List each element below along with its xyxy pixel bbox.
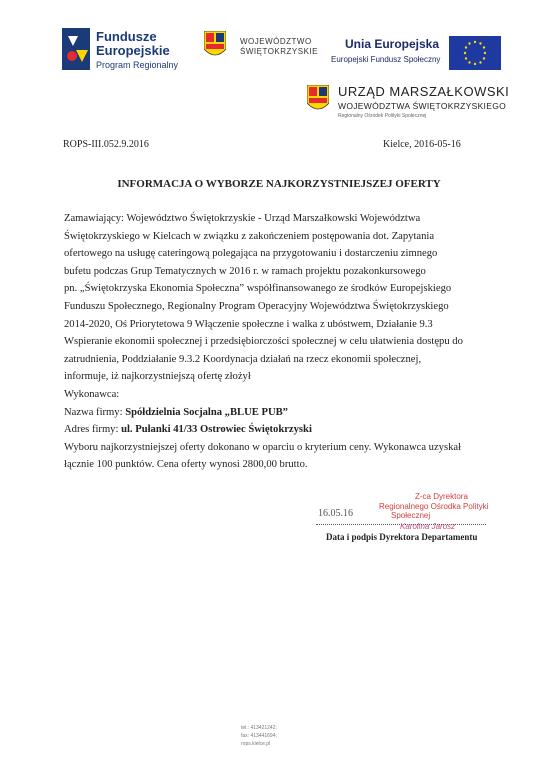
- handwritten-date: 16.05.16: [318, 508, 353, 519]
- document-body: [64, 210, 482, 474]
- body-line: Wspieranie ekonomii społecznej i przedsiębiorczości społecznej w celu ułatwienia dostępu do: [64, 336, 463, 348]
- ue-title: Unia Europejska: [345, 37, 440, 51]
- footer-tel: tel.: 413421242;: [241, 725, 277, 731]
- ue-sub: Europejski Fundusz Społeczny: [331, 55, 441, 64]
- selection-line: Wyboru najkorzystniejszej oferty dokonano w oparciu o kryterium ceny. Wykonawca uzyskał: [64, 441, 462, 453]
- firm-name-row: [64, 404, 482, 422]
- signer-name: Karolina Jarosz: [400, 522, 456, 531]
- body-line: bufetu podczas Grup Tematycznych w 2016 r. w ramach projektu pozakonkursowego: [64, 265, 426, 277]
- selection-line: łącznie 100 punktów. Cena oferty wynosi 2800,00 brutto.: [64, 459, 308, 471]
- fe-line2: Europejskie: [96, 43, 170, 58]
- signature-label: Data i podpis Dyrektora Departamentu: [326, 532, 478, 542]
- urzad-sub2: Regionalny Ośrodek Polityki Społecznej: [338, 113, 427, 119]
- urzad-title: URZĄD MARSZAŁKOWSKI: [338, 84, 510, 99]
- firm-address-row: [64, 421, 482, 439]
- footer-contact: [241, 724, 277, 748]
- footer-web: rops.kielce.pl: [241, 741, 271, 747]
- firm-address: ul. Pułanki 41/33 Ostrowiec Świętokrzyski: [121, 424, 312, 436]
- fe-sub: Program Regionalny: [96, 60, 179, 70]
- body-line: 2014-2020, Oś Priorytetowa 9 Włączenie społeczne i walka z ubóstwem, Działanie 9.3: [64, 318, 433, 330]
- body-line: ofertowego na usługę cateringową polegająca na przygotowaniu i dostarczeniu zimnego: [64, 248, 438, 260]
- woj-line2: ŚWIĘTOKRZYSKIE: [240, 47, 318, 56]
- body-line: zatrudnienia, Poddziałanie 9.3.2 Koordynacja działań na rzecz ekonomii społecznej,: [64, 353, 422, 365]
- firm-address-label: Adres firmy:: [64, 424, 119, 436]
- firm-name: Spółdzielnia Socjalna „BLUE PUB”: [125, 406, 288, 418]
- urzad-sub: WOJEWÓDZTWA ŚWIĘTOKRZYSKIEGO: [338, 101, 507, 111]
- firm-name-label: Nazwa firmy:: [64, 406, 123, 418]
- body-line: Świętokrzyskiego w Kielcach w związku z zakończeniem postępowania dot. Zapytania: [64, 230, 435, 242]
- eu-flag-icon: [449, 36, 501, 70]
- fundusze-europejskie-icon: [62, 28, 90, 70]
- stamp-line1: Z-ca Dyrektora: [415, 492, 468, 501]
- footer-fax: fax: 413441694;: [241, 733, 277, 739]
- fe-line1: Fundusze: [96, 29, 157, 44]
- stamp-line3: Społecznej: [391, 511, 431, 520]
- body-line: informuje, iż najkorzystniejszą ofertę złożył: [64, 371, 251, 383]
- reference-number: ROPS-III.052.9.2016: [63, 139, 149, 150]
- wojewodztwo-crest-icon: [204, 31, 226, 61]
- contractor-label: Wykonawca:: [64, 388, 120, 400]
- stamp-line2: Regionalnego Ośrodka Polityki: [379, 502, 489, 511]
- place-date: Kielce, 2016-05-16: [383, 139, 461, 150]
- body-line: Funduszu Społecznego, Regionalny Program Operacyjny Województwa Świętokrzyskiego: [64, 300, 449, 312]
- body-line: pn. „Świętokrzyska Ekonomia Społeczna” współfinansowanego ze środków Europejskiego: [64, 283, 452, 295]
- body-line: Zamawiający: Województwo Świętokrzyskie - Urząd Marszałkowski Województwa: [64, 213, 421, 224]
- document-title: INFORMACJA O WYBORZE NAJKORZYSTNIEJSZEJ OFERTY: [117, 178, 441, 190]
- fundusze-europejskie-logo: [62, 28, 192, 78]
- woj-line1: WOJEWÓDZTWO: [240, 37, 312, 46]
- urzad-crest-icon: [307, 85, 329, 115]
